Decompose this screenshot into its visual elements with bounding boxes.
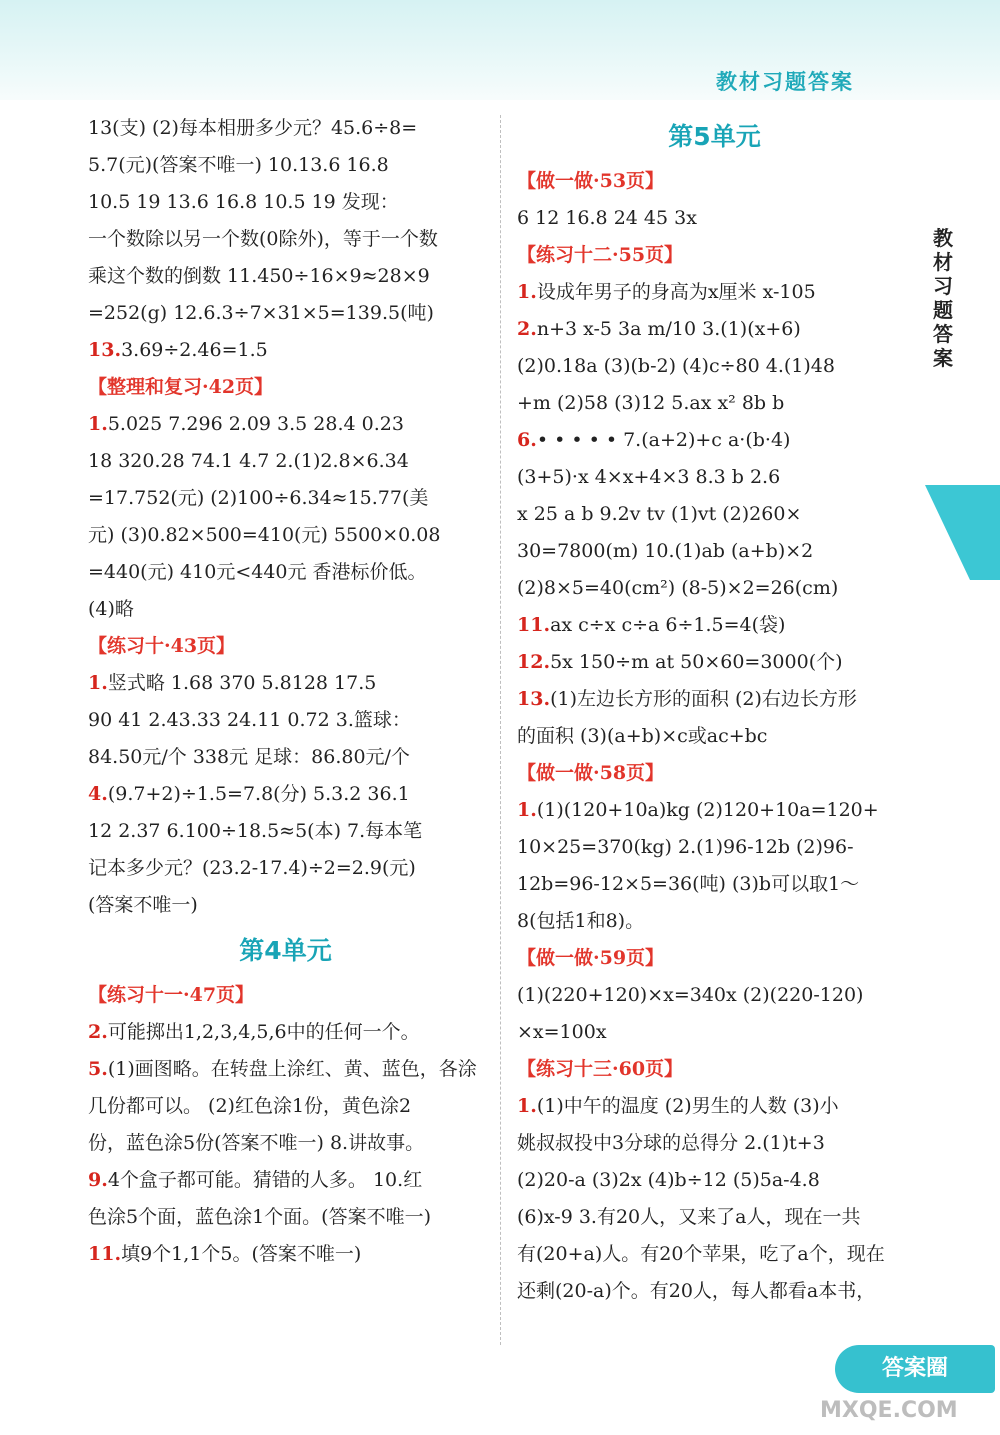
answer-line xyxy=(88,480,483,517)
answer-text: (6)x-9 3.有20人，又来了a人，现在一共 xyxy=(517,1206,861,1228)
answer-line xyxy=(517,718,912,755)
question-number: 11. xyxy=(517,614,551,636)
answer-line xyxy=(88,1051,483,1088)
answer-text: 色涂5个面，蓝色涂1个面。(答案不唯一) xyxy=(88,1206,432,1228)
question-number: 2. xyxy=(88,1021,108,1043)
section-heading: 【练习十·43页】 xyxy=(88,635,236,657)
answer-line xyxy=(88,813,483,850)
answer-line xyxy=(517,866,912,903)
column-divider xyxy=(500,115,501,1345)
answer-text: 10×25=370(kg) 2.(1)96-12b (2)96- xyxy=(517,836,854,858)
answer-text: 5.025 7.296 2.09 3.5 28.4 0.23 xyxy=(107,413,404,435)
question-number: 2. xyxy=(517,318,537,340)
question-number: 1. xyxy=(517,799,537,821)
answer-line xyxy=(517,200,912,237)
answer-text: • • • • • 7.(a+2)+c a·(b·4) xyxy=(536,429,791,451)
answer-text: (2)8×5=40(cm²) (8-5)×2=26(cm) xyxy=(517,577,839,599)
answer-text: (4)略 xyxy=(88,598,134,620)
question-number: 13. xyxy=(88,339,122,361)
answer-text: ax c÷x c÷a 6÷1.5=4(袋) xyxy=(550,614,786,636)
answer-text: =440(元) 410元<440元 香港标价低。 xyxy=(88,561,427,583)
question-number: 1. xyxy=(88,672,108,694)
answer-text: 元) (3)0.82×500=410(元) 5500×0.08 xyxy=(88,524,441,546)
answer-text: 一个数除以另一个数(0除外)，等于一个数 xyxy=(88,228,438,250)
answer-text: 份，蓝色涂5份(答案不唯一) 8.讲故事。 xyxy=(88,1132,425,1154)
answer-line xyxy=(517,644,912,681)
answer-text: (9.7+2)÷1.5=7.8(分) 5.3.2 36.1 xyxy=(107,783,410,805)
left-column xyxy=(88,110,483,1273)
answer-line xyxy=(88,1014,483,1051)
answer-line xyxy=(88,887,483,924)
answer-text: x 25 a b 9.2v tv (1)vt (2)260× xyxy=(517,503,802,525)
answer-text: 8(包括1和8)。 xyxy=(517,910,645,932)
answer-line xyxy=(88,776,483,813)
answer-line xyxy=(88,443,483,480)
answer-line xyxy=(88,1088,483,1125)
right-column xyxy=(517,110,912,1310)
question-number: 1. xyxy=(517,1095,537,1117)
answer-text: 6 12 16.8 24 45 3x xyxy=(517,207,697,229)
answer-text: =252(g) 12.6.3÷7×31×5=139.5(吨) xyxy=(88,302,434,324)
question-number: 9. xyxy=(88,1169,108,1191)
question-number: 1. xyxy=(88,413,108,435)
answer-line xyxy=(517,570,912,607)
answer-line xyxy=(88,850,483,887)
answer-line xyxy=(88,665,483,702)
answer-text: 乘这个数的倒数 11.450÷16×9≈28×9 xyxy=(88,265,430,287)
answer-text: (1)中午的温度 (2)男生的人数 (3)小 xyxy=(536,1095,839,1117)
question-number: 6. xyxy=(517,429,537,451)
answer-line xyxy=(88,258,483,295)
answer-line xyxy=(88,1199,483,1236)
answer-text: 填9个1,1个5。(答案不唯一) xyxy=(121,1243,362,1265)
answer-text: (2)0.18a (3)(b-2) (4)c÷80 4.(1)48 xyxy=(517,355,835,377)
answer-line xyxy=(517,422,912,459)
answer-line xyxy=(88,110,483,147)
answer-text: (1)(220+120)×x=340x (2)(220-120) xyxy=(517,984,864,1006)
answer-line xyxy=(88,517,483,554)
answer-text: 姚叔叔投中3分球的总得分 2.(1)t+3 xyxy=(517,1132,825,1154)
answer-line xyxy=(517,681,912,718)
answer-line xyxy=(88,702,483,739)
watermark-url: MXQE.COM xyxy=(820,1398,958,1423)
section-heading: 【做一做·53页】 xyxy=(517,170,665,192)
answer-line xyxy=(517,274,912,311)
answer-text: 竖式略 1.68 370 5.8128 17.5 xyxy=(107,672,377,694)
section-heading: 【练习十二·55页】 xyxy=(517,244,684,266)
answer-line xyxy=(88,184,483,221)
answer-text: 设成年男子的身高为x厘米 x-105 xyxy=(536,281,816,303)
answer-line xyxy=(517,459,912,496)
answer-text: 84.50元/个 338元 足球：86.80元/个 xyxy=(88,746,410,768)
answer-line xyxy=(88,1125,483,1162)
question-number: 12. xyxy=(517,651,551,673)
side-tab-decoration xyxy=(925,485,1000,580)
question-number: 5. xyxy=(88,1058,108,1080)
answer-text: (1)画图略。在转盘上涂红、黄、蓝色，各涂 xyxy=(107,1058,477,1080)
answer-text: 12 2.37 6.100÷18.5≈5(本) 7.每本笔 xyxy=(88,820,423,842)
answer-text: 有(20+a)人。有20个苹果，吃了a个，现在 xyxy=(517,1243,885,1265)
question-number: 11. xyxy=(88,1243,122,1265)
answer-line xyxy=(517,977,912,1014)
answer-text: (答案不唯一) xyxy=(88,894,198,916)
question-number: 13. xyxy=(517,688,551,710)
answer-text: 还剩(20-a)个。有20人，每人都看a本书， xyxy=(517,1280,876,1302)
answer-text: 10.5 19 13.6 16.8 10.5 19 发现： xyxy=(88,191,399,213)
section-heading: 【做一做·58页】 xyxy=(517,762,665,784)
answer-line xyxy=(517,829,912,866)
answer-line xyxy=(517,348,912,385)
answer-text: 4个盒子都可能。猜错的人多。 10.红 xyxy=(107,1169,423,1191)
section-heading: 【整理和复习·42页】 xyxy=(88,376,274,398)
answer-line xyxy=(517,1273,912,1310)
answer-line xyxy=(517,1125,912,1162)
answer-line xyxy=(517,903,912,940)
answer-line xyxy=(88,1236,483,1273)
section-heading: 【练习十一·47页】 xyxy=(88,984,255,1006)
answer-text: n+3 x-5 3a m/10 3.(1)(x+6) xyxy=(536,318,801,340)
answer-text: =17.752(元) (2)100÷6.34≈15.77(美 xyxy=(88,487,429,509)
watermark-badge: 答案圈 xyxy=(835,1345,995,1393)
answer-text: 18 320.28 74.1 4.7 2.(1)2.8×6.34 xyxy=(88,450,409,472)
answer-text: 3.69÷2.46=1.5 xyxy=(121,339,268,361)
answer-text: 30=7800(m) 10.(1)ab (a+b)×2 xyxy=(517,540,814,562)
answer-line xyxy=(517,1162,912,1199)
question-number: 4. xyxy=(88,783,108,805)
answer-line xyxy=(88,221,483,258)
answer-text: ×x=100x xyxy=(517,1021,607,1043)
answer-line xyxy=(517,1014,912,1051)
answer-line xyxy=(88,295,483,332)
answer-text: 记本多少元？(23.2-17.4)÷2=2.9(元) xyxy=(88,857,416,879)
answer-text: 的面积 (3)(a+b)×c或ac+bc xyxy=(517,725,768,747)
answer-line xyxy=(88,406,483,443)
answer-line xyxy=(88,591,483,628)
section-heading: 【练习十三·60页】 xyxy=(517,1058,684,1080)
header-title: 教材习题答案 xyxy=(716,70,854,94)
answer-text: 几份都可以。 (2)红色涂1份，黄色涂2 xyxy=(88,1095,412,1117)
answer-line xyxy=(88,739,483,776)
answer-line xyxy=(517,311,912,348)
answer-text: (3+5)·x 4×x+4×3 8.3 b 2.6 xyxy=(517,466,781,488)
answer-text: (1)左边长方形的面积 (2)右边长方形 xyxy=(550,688,857,710)
side-label: 教材习题答案 xyxy=(933,226,953,370)
answer-text: (1)(120+10a)kg (2)120+10a=120+ xyxy=(536,799,879,821)
answer-text: (2)20-a (3)2x (4)b÷12 (5)5a-4.8 xyxy=(517,1169,820,1191)
answer-line xyxy=(88,147,483,184)
answer-line xyxy=(517,1236,912,1273)
answer-line xyxy=(517,1088,912,1125)
answer-text: 可能掷出1,2,3,4,5,6中的任何一个。 xyxy=(107,1021,420,1043)
section-heading: 【做一做·59页】 xyxy=(517,947,665,969)
answer-line xyxy=(517,385,912,422)
answer-text: 5x 150÷m at 50×60=3000(个) xyxy=(550,651,843,673)
answer-line xyxy=(517,607,912,644)
answer-line xyxy=(517,496,912,533)
answer-text: +m (2)58 (3)12 5.ax x² 8b b xyxy=(517,392,785,414)
answer-text: 90 41 2.43.33 24.11 0.72 3.篮球： xyxy=(88,709,411,731)
answer-text: 12b=96-12×5=36(吨) (3)b可以取1～ xyxy=(517,873,860,895)
unit-title: 第5单元 xyxy=(668,122,761,151)
answer-line xyxy=(88,1162,483,1199)
answer-text: 13(支) (2)每本相册多少元？45.6÷8= xyxy=(88,117,418,139)
answer-line xyxy=(517,1199,912,1236)
unit-title: 第4单元 xyxy=(239,936,332,965)
answer-line xyxy=(517,533,912,570)
answer-line xyxy=(88,332,483,369)
answer-text: 5.7(元)(答案不唯一) 10.13.6 16.8 xyxy=(88,154,389,176)
answer-line xyxy=(517,792,912,829)
answer-line xyxy=(88,554,483,591)
question-number: 1. xyxy=(517,281,537,303)
